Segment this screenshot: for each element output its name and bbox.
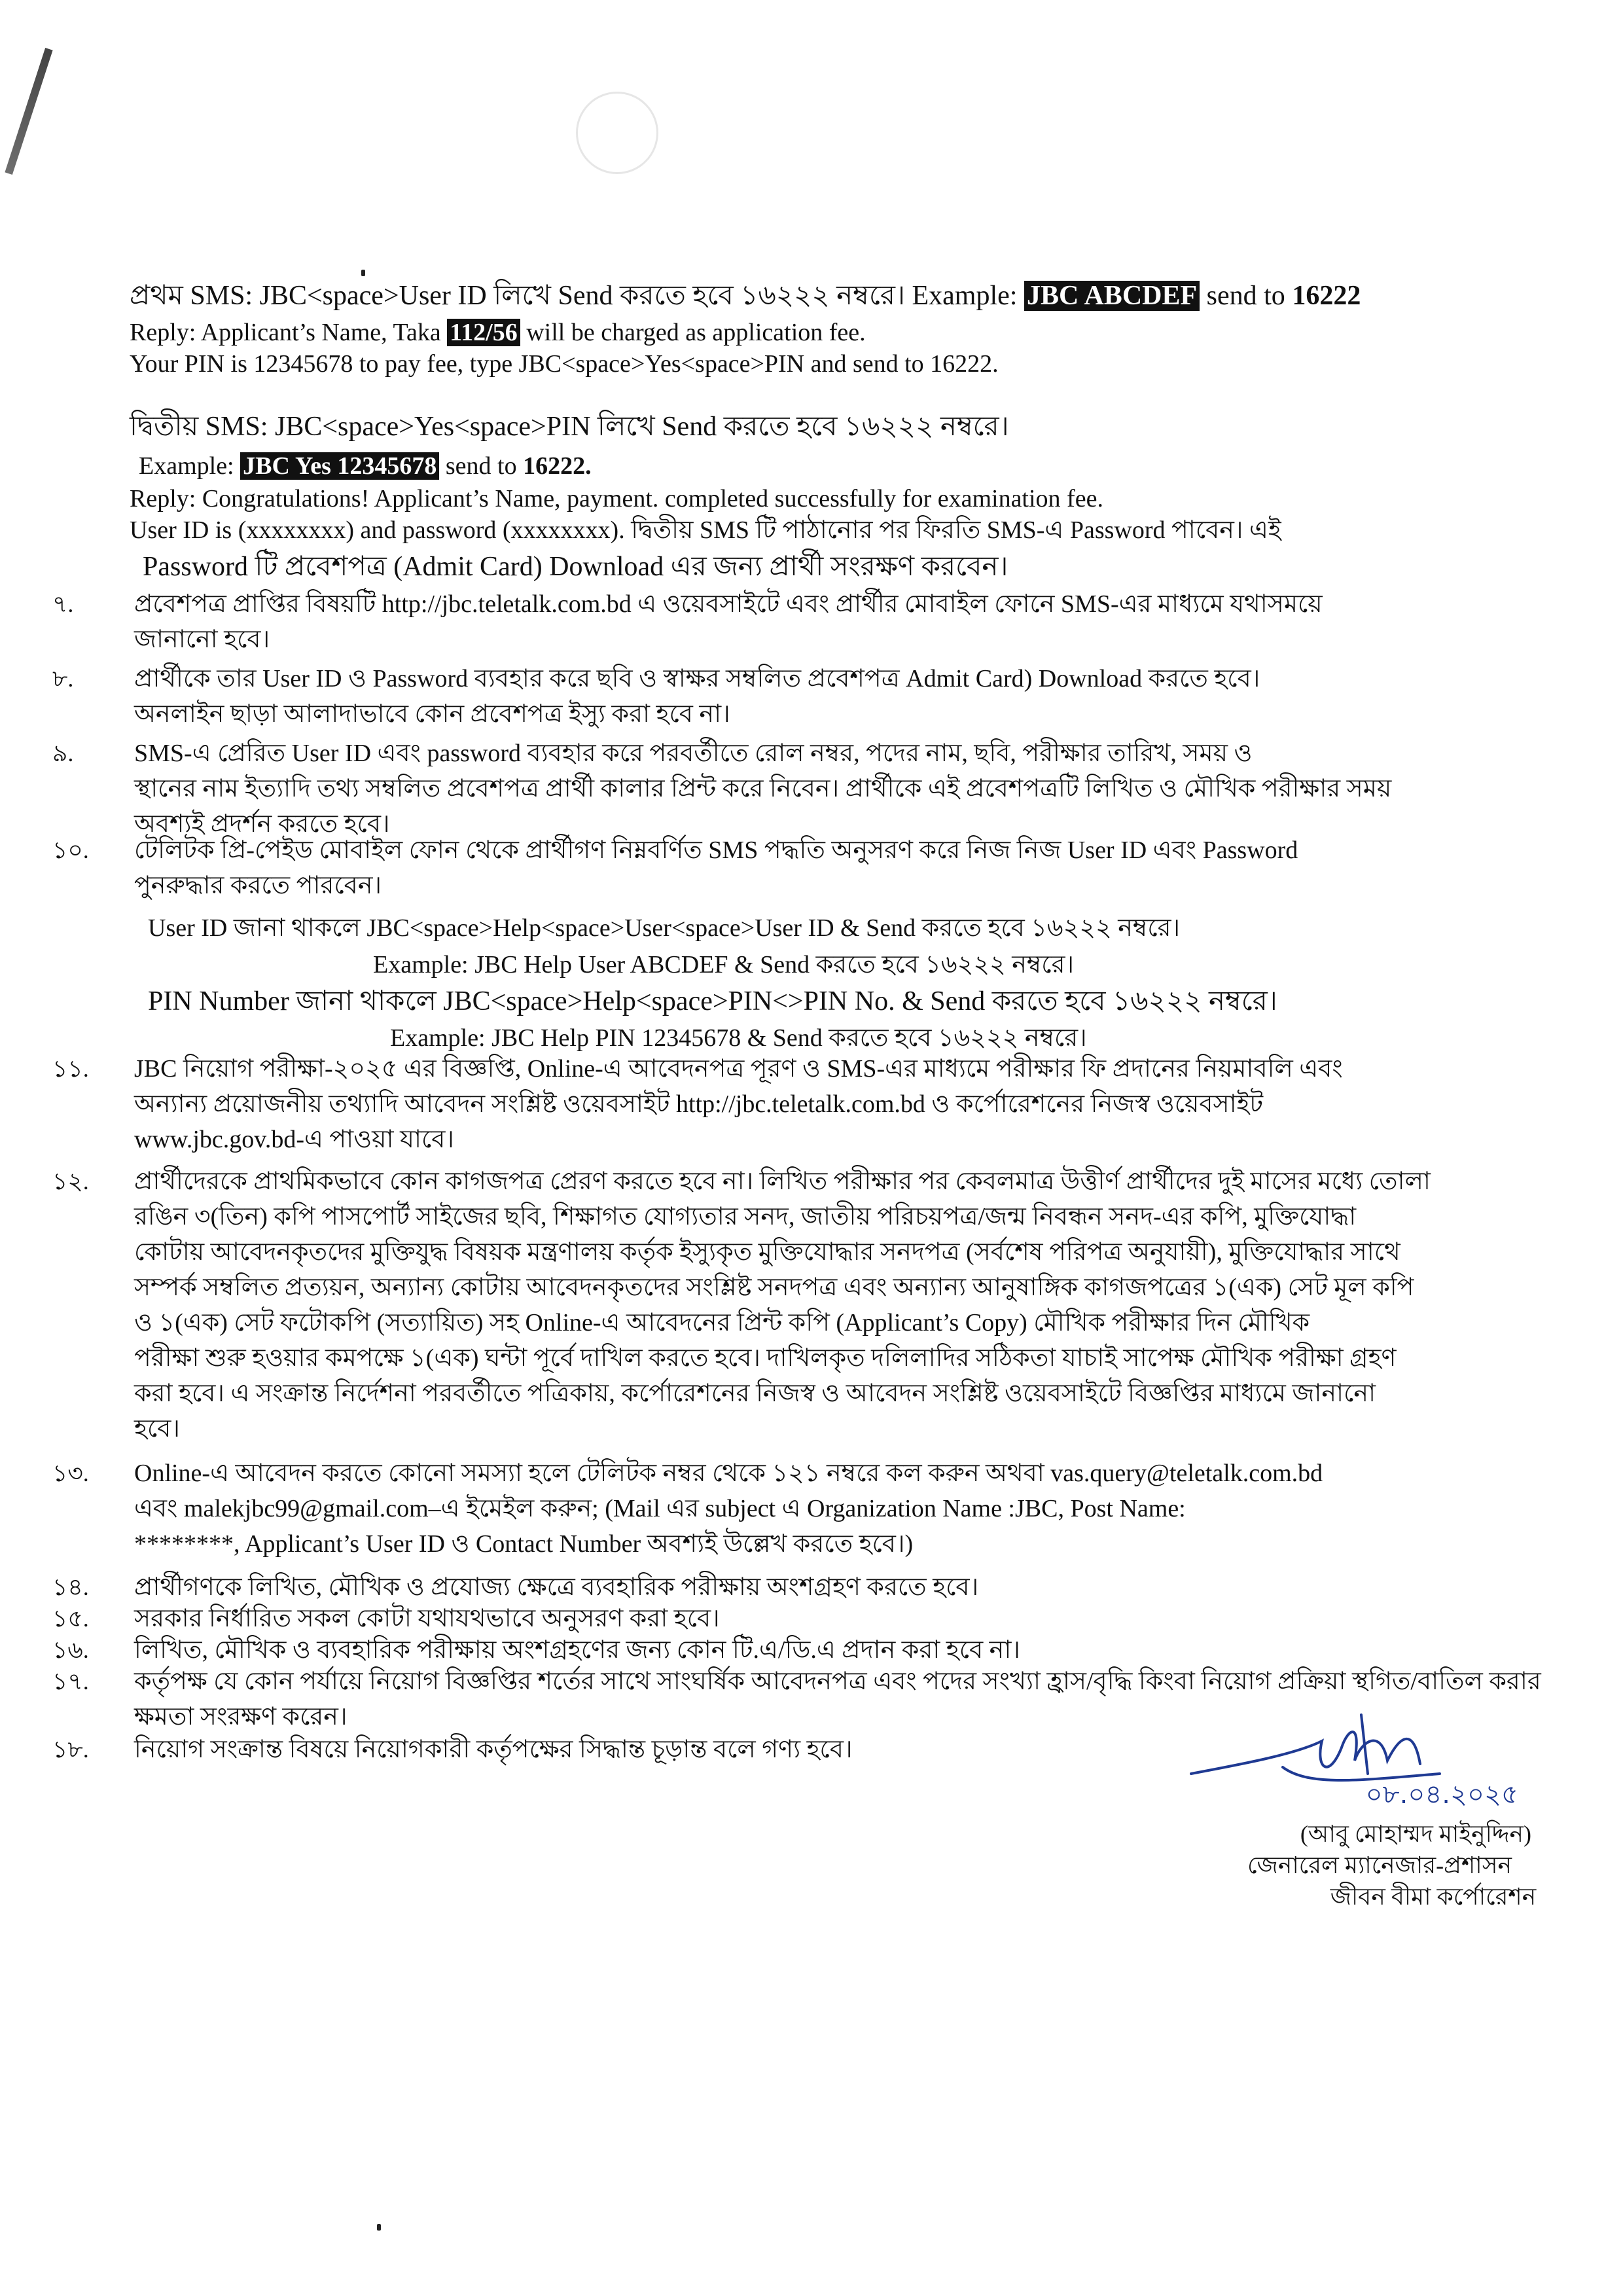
list-item [52, 1051, 1518, 1159]
item-number: ১৩. [52, 1460, 89, 1486]
sms2-number: 16222. [523, 452, 592, 480]
item-number: ৯. [52, 740, 74, 766]
item-text [134, 586, 1518, 657]
item-number: ১১. [52, 1056, 89, 1082]
item-line: কোটায় আবেদনকৃতদের মুক্তিযুদ্ধ বিষয়ক মন্ত্রণালয় কর্তৃক ইস্যুকৃত মুক্তিযোদ্ধার সনদপত্র (সর্বশেষ পরিপত্র অনুযায়ী), মুক্তিযোদ্ধার সাথে [134, 1238, 1400, 1266]
sms2-reply-line: Reply: Congratulations! Applicant’s Name, payment. completed successfully for examination fee. [130, 485, 1103, 512]
sms2-example-line [139, 450, 592, 482]
item-line: রঙিন ৩(তিন) কপি পাসপোর্ট সাইজের ছবি, শিক্ষাগত যোগ্যতার সনদ, জাতীয় পরিচয়পত্র/জন্ম নিবন্ধন সনদ-এর কপি, মুক্তিযোদ্ধা [134, 1203, 1357, 1230]
list-item [52, 1632, 1518, 1668]
list-item [52, 1601, 1518, 1636]
item-line: প্রার্থীদেরকে প্রাথমিকভাবে কোন কাগজপত্র প্রেরণ করতে হবে না। লিখিত পরীক্ষার পর কেবলমাত্র উত্তীর্ণ প্রার্থীদের দুই মাসের মধ্যে তোলা [134, 1168, 1431, 1195]
item-number: ৮. [52, 666, 74, 692]
item-line: লিখিত, মৌখিক ও ব্যবহারিক পরীক্ষায় অংশগ্রহণের জন্য কোন টি.এ/ডি.এ প্রদান করা হবে না। [134, 1636, 1020, 1664]
sms1-instruction: প্রথম SMS: JBC<space>User ID লিখে Send করতে হবে ১৬২২২ নম্বরে। Example: [130, 281, 1024, 311]
sms2-password-line: Password টি প্রবেশপত্র (Admit Card) Download এর জন্য প্রার্থী সংরক্ষণ করবেন। [143, 552, 1008, 582]
signatory-name: (আবু মোহাম্মদ মাইনুদ্দিন) [1300, 1821, 1531, 1847]
sms1-example-highlight: JBC ABCDEF [1024, 281, 1200, 311]
signatory-designation: জেনারেল ম্যানেজার-প্রশাসন [1247, 1852, 1512, 1878]
fee-amount-highlight: 112/56 [447, 319, 520, 346]
list-item [52, 1456, 1518, 1564]
item-text [134, 833, 1518, 903]
item-text [134, 736, 1518, 842]
scan-edge-mark [5, 48, 52, 175]
signature-block [1165, 1702, 1531, 1898]
recovery-pin-example: Example: JBC Help PIN 12345678 & Send করতে হবে ১৬২২২ নম্বরে। [390, 1024, 1087, 1052]
signatory-organization: জীবন বীমা কর্পোরেশন [1330, 1884, 1537, 1910]
item-line: টেলিটক প্রি-পেইড মোবাইল ফোন থেকে প্রার্থীগণ নিম্নবর্ণিত SMS পদ্ধতি অনুসরণ করে নিজ নিজ User ID এবং Password [134, 836, 1298, 864]
list-item [52, 586, 1518, 658]
sms1-reply-text: Reply: Applicant’s Name, Taka [130, 319, 448, 346]
item-line: সম্পর্ক সম্বলিত প্রত্যয়ন, অন্যান্য কোটায় আবেদনকৃতদের সংশ্লিষ্ট সনদপত্র এবং অন্যান্য আনুষাঙ্গিক কাগজপত্রের ১(এক) সেট মূল কপি [134, 1274, 1414, 1301]
list-item [52, 1570, 1518, 1605]
list-item [52, 1164, 1518, 1452]
sms1-pin-line: Your PIN is 12345678 to pay fee, type JBC<space>Yes<space>PIN and send to 16222. [130, 350, 999, 378]
item-line: নিয়োগ সংক্রান্ত বিষয়ে নিয়োগকারী কর্তৃপক্ষের সিদ্ধান্ত চূড়ান্ত বলে গণ্য হবে। [134, 1736, 853, 1763]
item-line: সরকার নির্ধারিত সকল কোটা যথাযথভাবে অনুসরণ করা হবে। [134, 1605, 720, 1632]
list-item [52, 736, 1518, 844]
item-line: এবং malekjbc99@gmail.com–এ ইমেইল করুন; (Mail এর subject এ Organization Name :JBC, Post Name: [134, 1495, 1186, 1522]
item-line: কর্তৃপক্ষ যে কোন পর্যায়ে নিয়োগ বিজ্ঞপ্তির শর্তের সাথে সাংঘর্ষিক আবেদনপত্র এবং পদের সংখ্যা হ্রাস/বৃদ্ধি কিংবা নিয়োগ প্রক্রিয়া স্থগিত/বাতিল করার [134, 1668, 1541, 1695]
item-text [134, 1456, 1518, 1562]
item-line: প্রবেশপত্র প্রাপ্তির বিষয়টি http://jbc.teletalk.com.bd এ ওয়েবসাইটে এবং প্রার্থীর মোবাইল ফোনে SMS-এর মাধ্যমে যথাসময়ে [134, 590, 1323, 618]
item-text [134, 1601, 1518, 1636]
item-text [134, 661, 1518, 732]
item-number: ১৫. [52, 1605, 89, 1632]
sms1-line [130, 280, 1361, 312]
item-line: স্থানের নাম ইত্যাদি তথ্য সম্বলিত প্রবেশপত্র প্রার্থী কালার প্রিন্ট করে নিবেন। প্রার্থীকে এই প্রবেশপত্রটি লিখিত ও মৌখিক পরীক্ষার সময় [134, 775, 1392, 802]
sms1-number: 16222 [1292, 281, 1361, 311]
signature-date: ০৮.০৪.২০২৫ [1365, 1780, 1518, 1810]
item-number: ১৪. [52, 1574, 89, 1600]
sms1-send-to: send to [1200, 281, 1293, 311]
item-line: JBC নিয়োগ পরীক্ষা-২০২৫ এর বিজ্ঞপ্তি, Online-এ আবেদনপত্র পূরণ ও SMS-এর মাধ্যমে পরীক্ষার ফি প্রদানের নিয়মাবলি এবং [134, 1055, 1343, 1083]
item-number: ১৬. [52, 1637, 89, 1663]
item-text [134, 1570, 1518, 1605]
sms2-userid-line: User ID is (xxxxxxxx) and password (xxxxxxxx). দ্বিতীয় SMS টি পাঠানোর পর ফিরতি SMS-এ Password পাবেন। এই [130, 516, 1281, 544]
sms2-example-highlight: JBC Yes 12345678 [240, 452, 439, 480]
recovery-userid-example: Example: JBC Help User ABCDEF & Send করতে হবে ১৬২২২ নম্বরে। [373, 951, 1075, 978]
scan-speck [361, 270, 365, 276]
sms2-example-label: Example: [139, 452, 241, 480]
sms2-send-to: send to [439, 452, 524, 480]
item-line: হবে। [134, 1415, 180, 1443]
item-line: ও ১(এক) সেট ফটোকপি (সত্যায়িত) সহ Online-এ আবেদনের প্রিন্ট কপি (Applicant’s Copy) মৌখিক পরীক্ষার দিন মৌখিক [134, 1309, 1310, 1336]
list-item [52, 661, 1518, 733]
item-line: অবশ্যই প্রদর্শন করতে হবে। [134, 810, 390, 838]
recovery-pin-line: PIN Number জানা থাকলে JBC<space>Help<space>PIN<>PIN No. & Send করতে হবে ১৬২২২ নম্বরে। [148, 986, 1277, 1016]
sms2-line: দ্বিতীয় SMS: JBC<space>Yes<space>PIN লিখে Send করতে হবে ১৬২২২ নম্বরে। [130, 412, 1009, 442]
item-line: প্রার্থীগণকে লিখিত, মৌখিক ও প্রযোজ্য ক্ষেত্রে ব্যবহারিক পরীক্ষায় অংশগ্রহণ করতে হবে। [134, 1573, 979, 1601]
sms1-reply-suffix: will be charged as application fee. [520, 319, 866, 346]
item-line: www.jbc.gov.bd-এ পাওয়া যাবে। [134, 1126, 454, 1153]
item-line: ক্ষমতা সংরক্ষণ করেন। [134, 1703, 348, 1731]
item-number: ১৮. [52, 1736, 89, 1763]
item-number: ৭. [52, 591, 74, 617]
item-line: Online-এ আবেদন করতে কোনো সমস্যা হলে টেলিটক নম্বর থেকে ১২১ নম্বরে কল করুন অথবা vas.query@teletalk.com.bd [134, 1460, 1323, 1487]
item-line: পুনরুদ্ধার করতে পারবেন। [134, 872, 382, 899]
faded-seal-watermark [576, 92, 658, 174]
item-line: অন্যান্য প্রয়োজনীয় তথ্যাদি আবেদন সংশ্লিষ্ট ওয়েবসাইট http://jbc.teletalk.com.bd ও কর্পোরেশনের নিজস্ব ওয়েবসাইট [134, 1090, 1264, 1118]
item-line: পরীক্ষা শুরু হওয়ার কমপক্ষে ১(এক) ঘন্টা পূর্বে দাখিল করতে হবে। দাখিলকৃত দলিলাদির সঠিকতা যাচাই সাপেক্ষ মৌখিক পরীক্ষা গ্রহণ [134, 1344, 1397, 1372]
list-item [52, 833, 1518, 905]
sms1-reply-line [130, 317, 866, 348]
item-line: অনলাইন ছাড়া আলাদাভাবে কোন প্রবেশপত্র ইস্যু করা হবে না। [134, 700, 730, 728]
item-text [134, 1632, 1518, 1668]
item-number: ১২. [52, 1168, 89, 1194]
item-number: ১০. [52, 837, 89, 863]
item-line: জানানো হবে। [134, 626, 270, 653]
recovery-userid-line: User ID জানা থাকলে JBC<space>Help<space>User<space>User ID & Send করতে হবে ১৬২২২ নম্বরে। [148, 914, 1181, 942]
item-line: ********, Applicant’s User ID ও Contact Number অবশ্যই উল্লেখ করতে হবে।) [134, 1530, 914, 1558]
item-text [134, 1164, 1518, 1446]
item-text [134, 1051, 1518, 1157]
item-number: ১৭. [52, 1668, 89, 1695]
item-line: SMS-এ প্রেরিত User ID এবং password ব্যবহার করে পরবর্তীতে রোল নম্বর, পদের নাম, ছবি, পরীক্ষার তারিখ, সময় ও [134, 740, 1253, 767]
scan-speck [377, 2224, 381, 2231]
item-line: প্রার্থীকে তার User ID ও Password ব্যবহার করে ছবি ও স্বাক্ষর সম্বলিত প্রবেশপত্র Admit Card) Download করতে হবে। [134, 665, 1260, 692]
item-line: করা হবে। এ সংক্রান্ত নির্দেশনা পরবর্তীতে পত্রিকায়, কর্পোরেশনের নিজস্ব ও আবেদন সংশ্লিষ্ট ওয়েবসাইটে বিজ্ঞপ্তির মাধ্যমে জানানো [134, 1380, 1376, 1407]
